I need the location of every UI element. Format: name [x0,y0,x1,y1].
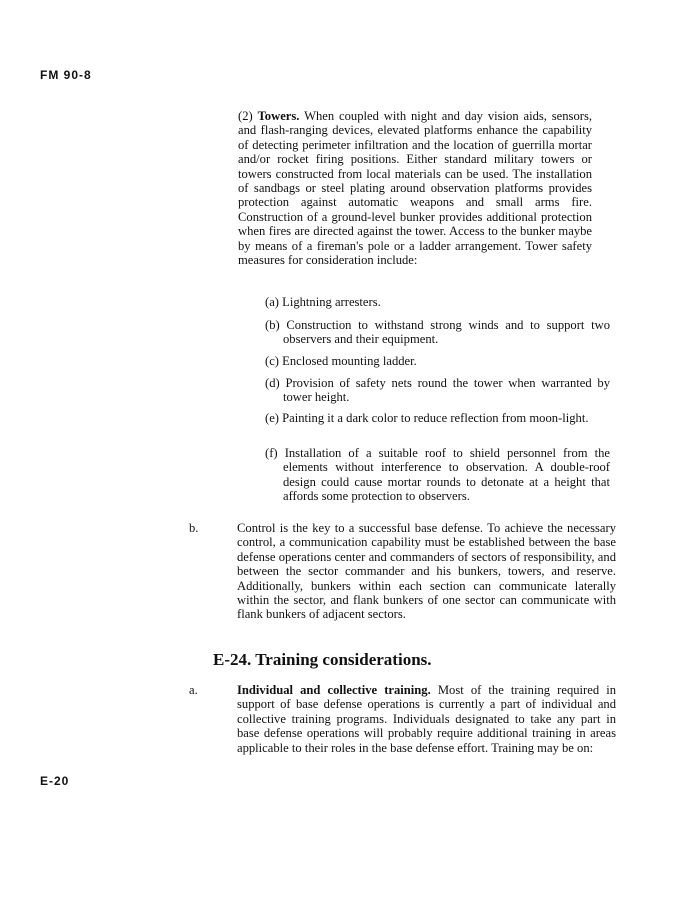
running-header: FM 90-8 [40,68,92,82]
list-item [265,446,610,504]
item-label: (d) [265,376,280,390]
control-text: Control is the key to a successful base defense. To achieve the necessary control, a communication capability must be established between the base defense operations center and commanders of sectors of responsibility, and between the sector commander and his bunkers, towers, and reserve. Additionally, bunkers within each section can communicate laterally within the sector, and flank bunkers of one sector can communicate with flank bunkers of adjacent sectors. [237,521,616,622]
section-heading: E-24. Training considerations. [213,650,432,669]
item-label: (a) [265,295,279,309]
list-item [265,354,592,368]
training-title: Individual and collective training. [237,683,431,697]
item-text: Construction to withstand strong winds and to support two observers and their equipment. [283,318,610,347]
training-text: Most of the training required in support of base defense operations is currently a part of individual and collective training programs. Individuals designated to take any part in base defense operations will probably require additional training in areas applicable to their roles in the base defense effort. Training may be on: [237,683,617,755]
list-item [265,295,592,309]
list-item [265,411,610,425]
control-paragraph [189,521,616,622]
list-item [265,376,610,405]
item-text: Enclosed mounting ladder. [282,354,417,368]
towers-body: When coupled with night and day vision aids, sensors, and flash-ranging devices, elevated platforms enhance the capability of detecting perimeter infiltration and the location of guerrilla mortar and/or rocket firing positions. Either standard military towers or towers constructed from local materials can be used. The installation of sandbags or steel plating around observation platforms provides protection against automatic weapons and small arms fire. Construction of a ground-level bunker provides additional protection when fires are directed against the tower. Access to the bunker maybe by means of a fireman's pole or a ladder arrangement. Tower safety measures for consideration include: [238,109,592,268]
training-label: a. [189,683,198,697]
item-text: Lightning arresters. [282,295,381,309]
item-text: Painting it a dark color to reduce reflection from moon-light. [282,411,589,425]
list-item [265,318,610,347]
towers-number: (2) [238,109,253,123]
item-text: Installation of a suitable roof to shield personnel from the elements without interference to observation. A double-roof design could cause mortar rounds to detonate at a height that affords some protection to observers. [283,446,611,504]
item-label: (c) [265,354,279,368]
page-number: E-20 [40,774,70,788]
control-label: b. [189,521,199,535]
towers-paragraph [238,109,592,267]
item-text: Provision of safety nets round the tower when warranted by tower height. [283,376,611,405]
towers-title: Towers. [257,109,300,123]
training-paragraph [189,683,617,755]
item-label: (b) [265,318,280,332]
item-label: (e) [265,411,279,425]
item-label: (f) [265,446,278,460]
